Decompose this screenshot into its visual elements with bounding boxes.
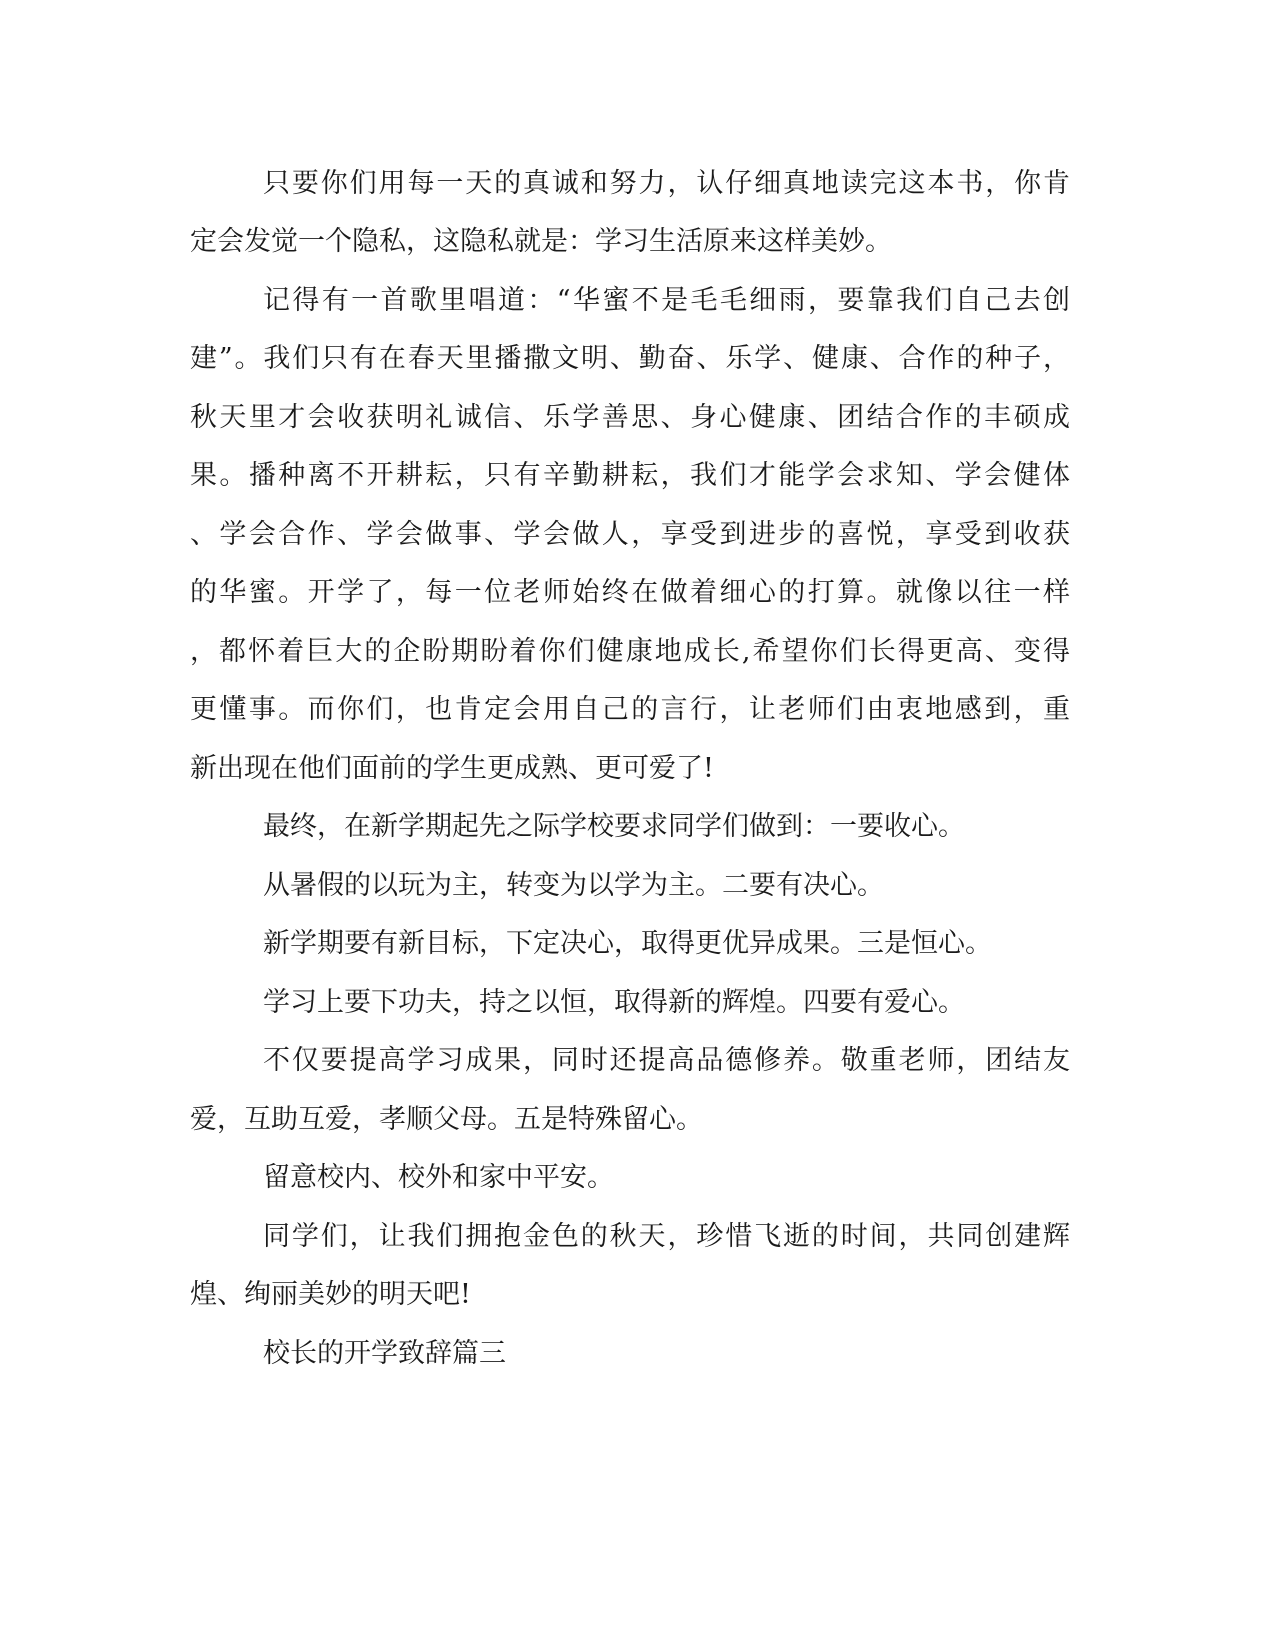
paragraph-line: 最终，在新学期起先之际学校要求同学们做到：一要收心。 — [263, 811, 965, 842]
paragraph-line: 爱，互助互爱，孝顺父母。五是特殊留心。 — [190, 1104, 703, 1135]
paragraph-line: 建”。我们只有在春天里播撒文明、勤奋、乐学、健康、合作的种子， — [190, 343, 1070, 374]
paragraph-line: 只要你们用每一天的真诚和努力，认仔细真地读完这本书，你肯 — [263, 168, 1070, 199]
paragraph-line: 学习上要下功夫，持之以恒，取得新的辉煌。四要有爱心。 — [263, 987, 965, 1018]
paragraph-line: 新出现在他们面前的学生更成熟、更可爱了! — [190, 753, 714, 784]
paragraph-line: 不仅要提高学习成果，同时还提高品德修养。敬重老师，团结友 — [263, 1045, 1070, 1076]
paragraph-line: 新学期要有新目标，下定决心，取得更优异成果。三是恒心。 — [263, 928, 992, 959]
paragraph-line: 煌、绚丽美妙的明天吧! — [190, 1279, 471, 1310]
paragraph-line: 从暑假的以玩为主，转变为以学为主。二要有决心。 — [263, 870, 884, 901]
paragraph-line: 的华蜜。开学了，每一位老师始终在做着细心的打算。就像以往一样 — [190, 577, 1070, 608]
paragraph-line: 定会发觉一个隐私，这隐私就是：学习生活原来这样美妙。 — [190, 226, 892, 257]
paragraph-line: 秋天里才会收获明礼诚信、乐学善思、身心健康、团结合作的丰硕成 — [190, 402, 1070, 433]
paragraph-line: 同学们，让我们拥抱金色的秋天，珍惜飞逝的时间，共同创建辉 — [263, 1221, 1070, 1252]
paragraph-line: 留意校内、校外和家中平安。 — [263, 1162, 614, 1193]
paragraph-line: 更懂事。而你们，也肯定会用自己的言行，让老师们由衷地感到，重 — [190, 694, 1070, 725]
paragraph-line: ，都怀着巨大的企盼期盼着你们健康地成长,希望你们长得更高、变得 — [190, 636, 1070, 667]
paragraph-line: 果。播种离不开耕耘，只有辛勤耕耘，我们才能学会求知、学会健体 — [190, 460, 1070, 491]
section-heading: 校长的开学致辞篇三 — [263, 1338, 506, 1369]
paragraph-line: 记得有一首歌里唱道：“华蜜不是毛毛细雨，要靠我们自己去创 — [263, 285, 1070, 316]
paragraph-line: 、学会合作、学会做事、学会做人，享受到进步的喜悦，享受到收获 — [190, 519, 1070, 550]
